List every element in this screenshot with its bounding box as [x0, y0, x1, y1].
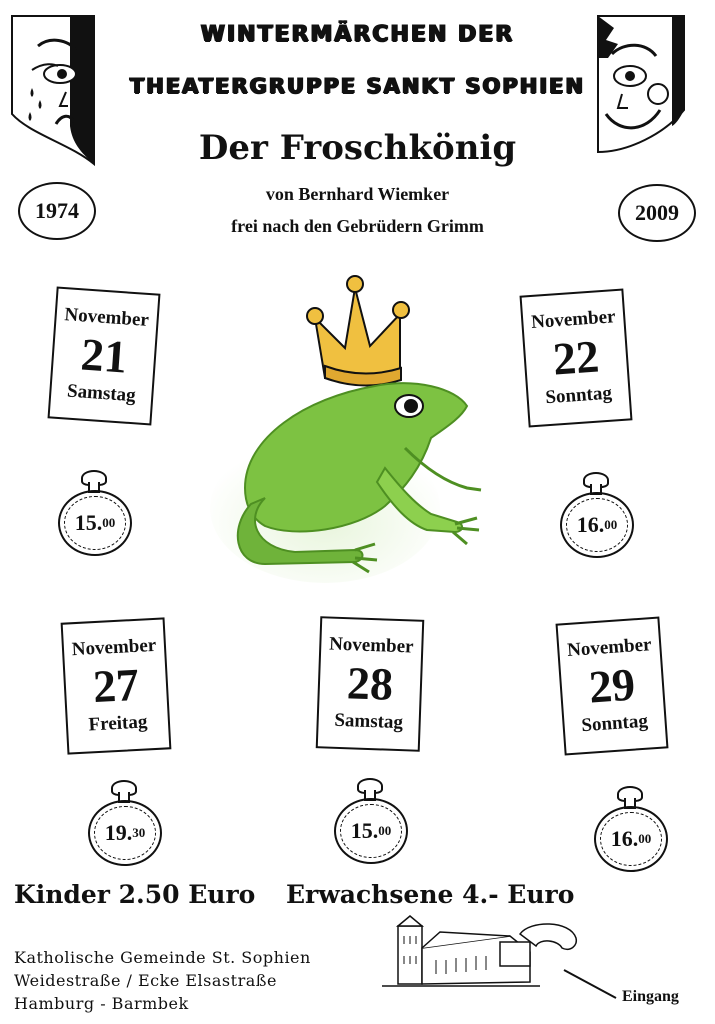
- date-card-3: [61, 617, 172, 754]
- church-map-icon: [380, 912, 580, 992]
- source-line: frei nach den Gebrüdern Grimm: [231, 216, 484, 236]
- date-weekday: Samstag: [66, 380, 137, 407]
- time-minute: 00: [102, 515, 116, 530]
- address-line-3: Hamburg - Barmbek: [14, 994, 189, 1013]
- date-month: November: [328, 633, 414, 658]
- date-weekday: Samstag: [334, 709, 404, 734]
- date-day: 22: [551, 330, 601, 385]
- date-weekday: Freitag: [88, 711, 148, 736]
- pocket-watch-icon: [584, 784, 680, 880]
- time-minute: 00: [604, 517, 618, 532]
- date-month: November: [71, 634, 157, 661]
- date-weekday: Sonntag: [544, 382, 613, 409]
- date-card-5: [556, 617, 669, 756]
- price-adults: Erwachsene 4.- Euro: [286, 880, 575, 909]
- header-line-2: THEATERGRUPPE SANKT SOPHIEN: [129, 74, 586, 98]
- time-minute: 30: [132, 825, 146, 840]
- time-hour: 15.: [74, 510, 103, 535]
- frog-prince-illustration: [205, 268, 495, 588]
- price-children: Kinder 2.50 Euro: [14, 880, 256, 909]
- entrance-label: Eingang: [622, 988, 679, 1005]
- pocket-watch-icon: [48, 468, 144, 564]
- time-hour: 16.: [576, 512, 605, 537]
- date-day: 29: [587, 658, 637, 713]
- play-title: Der Froschkönig: [198, 128, 517, 168]
- pocket-watch-icon: [78, 778, 174, 874]
- date-card-4: [316, 616, 425, 752]
- date-day: 27: [91, 658, 141, 713]
- date-month: November: [566, 634, 653, 662]
- year-start-badge: 1974: [18, 182, 96, 240]
- date-day: 21: [79, 328, 129, 383]
- time-hour: 16.: [610, 826, 639, 851]
- time-minute: 00: [638, 831, 652, 846]
- date-month: November: [63, 304, 150, 332]
- time-hour: 19.: [104, 820, 133, 845]
- date-month: November: [530, 306, 617, 334]
- author-line: von Bernhard Wiemker: [265, 184, 450, 204]
- address-line-2: Weidestraße / Ecke Elsastraße: [14, 971, 277, 990]
- time-minute: 00: [378, 823, 392, 838]
- time-hour: 15.: [350, 818, 379, 843]
- pocket-watch-icon: [324, 776, 420, 872]
- pocket-watch-icon: [550, 470, 646, 566]
- address-line-1: Katholische Gemeinde St. Sophien: [14, 948, 311, 967]
- header-line-1: WINTERMÄRCHEN DER: [200, 22, 515, 47]
- date-day: 28: [346, 657, 394, 710]
- year-end-badge: 2009: [618, 184, 696, 242]
- date-card-2: [520, 289, 633, 428]
- date-card-1: [48, 287, 161, 426]
- date-weekday: Sonntag: [580, 710, 649, 737]
- entrance-pointer-line: [560, 966, 620, 1002]
